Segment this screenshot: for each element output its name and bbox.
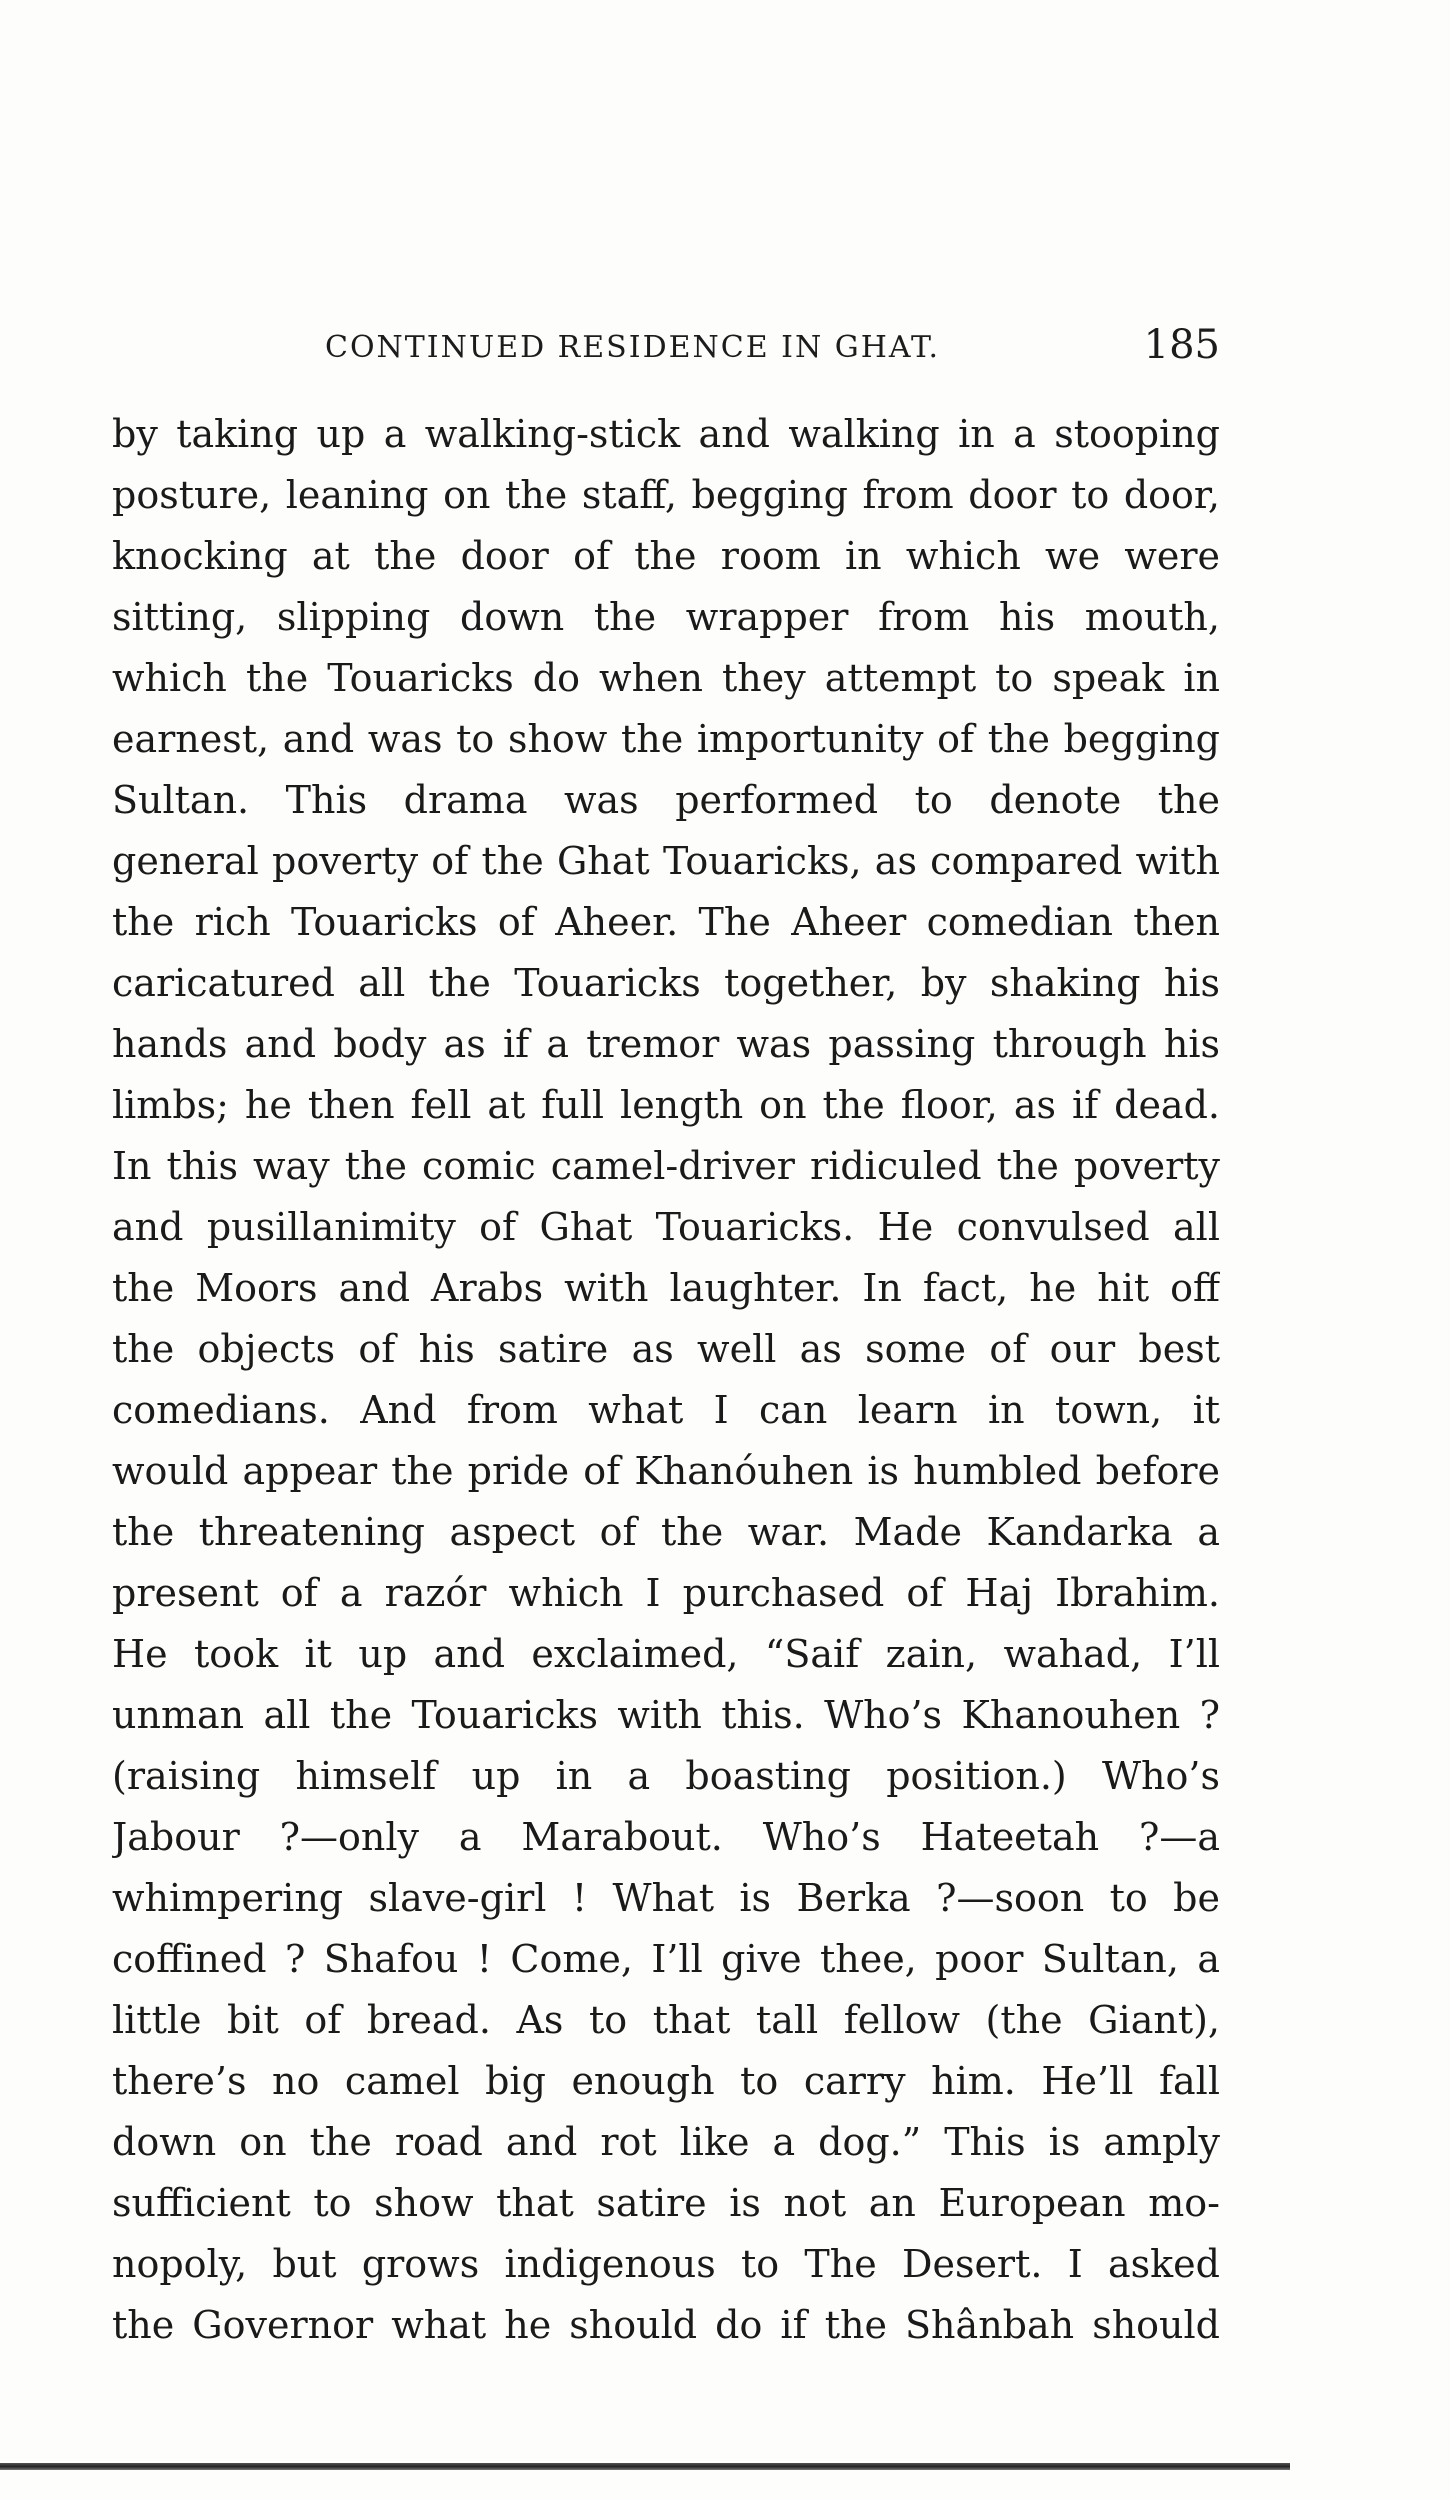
body-text <box>112 404 1220 2356</box>
bottom-rule <box>0 2463 1290 2470</box>
text-line: earnest, and was to show the importunity of the begging <box>112 717 1220 761</box>
text-line: limbs; he then fell at full length on the floor, as if dead. <box>112 1083 1220 1127</box>
text-line: little bit of bread. As to that tall fellow (the Giant), <box>112 1998 1220 2042</box>
text-line: the Moors and Arabs with laughter. In fact, he hit off <box>112 1266 1220 1310</box>
text-line: and pusillanimity of Ghat Touaricks. He convulsed all <box>112 1205 1220 1249</box>
text-line: knocking at the door of the room in which we were <box>112 534 1220 578</box>
text-line: whimpering slave-girl ! What is Berka ?—soon to be <box>112 1876 1220 1920</box>
text-line: the Governor what he should do if the Shânbah should <box>112 2303 1220 2347</box>
text-line: posture, leaning on the staff, begging from door to door, <box>112 473 1220 517</box>
text-line: comedians. And from what I can learn in town, it <box>112 1388 1220 1432</box>
text-line: sufficient to show that satire is not an European mo- <box>112 2181 1220 2225</box>
text-line: He took it up and exclaimed, “Saif zain, wahad, I’ll <box>112 1632 1220 1676</box>
page-header <box>110 322 1220 382</box>
page-number: 185 <box>1143 322 1220 368</box>
text-line: general poverty of the Ghat Touaricks, as compared with <box>112 839 1220 883</box>
text-line: unman all the Touaricks with this. Who’s Khanouhen ? <box>112 1693 1220 1737</box>
text-line: would appear the pride of Khanóuhen is humbled before <box>112 1449 1220 1493</box>
text-line: by taking up a walking-stick and walking in a stooping <box>112 412 1220 456</box>
text-line: nopoly, but grows indigenous to The Desert. I asked <box>112 2242 1220 2286</box>
text-line: present of a razór which I purchased of Haj Ibrahim. <box>112 1571 1220 1615</box>
text-line: the rich Touaricks of Aheer. The Aheer comedian then <box>112 900 1220 944</box>
text-line: sitting, slipping down the wrapper from his mouth, <box>112 595 1220 639</box>
text-line: which the Touaricks do when they attempt to speak in <box>112 656 1220 700</box>
text-line: (raising himself up in a boasting position.) Who’s <box>112 1754 1220 1798</box>
text-line: coffined ? Shafou ! Come, I’ll give thee, poor Sultan, a <box>112 1937 1220 1981</box>
text-line: down on the road and rot like a dog.” This is amply <box>112 2120 1220 2164</box>
text-line: caricatured all the Touaricks together, by shaking his <box>112 961 1220 1005</box>
text-line: the objects of his satire as well as some of our best <box>112 1327 1220 1371</box>
text-line: the threatening aspect of the war. Made Kandarka a <box>112 1510 1220 1554</box>
text-line: hands and body as if a tremor was passing through his <box>112 1022 1220 1066</box>
text-line: In this way the comic camel-driver ridiculed the poverty <box>112 1144 1220 1188</box>
text-line: Sultan. This drama was performed to denote the <box>112 778 1220 822</box>
running-head: CONTINUED RESIDENCE IN GHAT. <box>325 330 941 365</box>
text-line: Jabour ?—only a Marabout. Who’s Hateetah ?—a <box>112 1815 1220 1859</box>
text-line: there’s no camel big enough to carry him. He’ll fall <box>112 2059 1220 2103</box>
